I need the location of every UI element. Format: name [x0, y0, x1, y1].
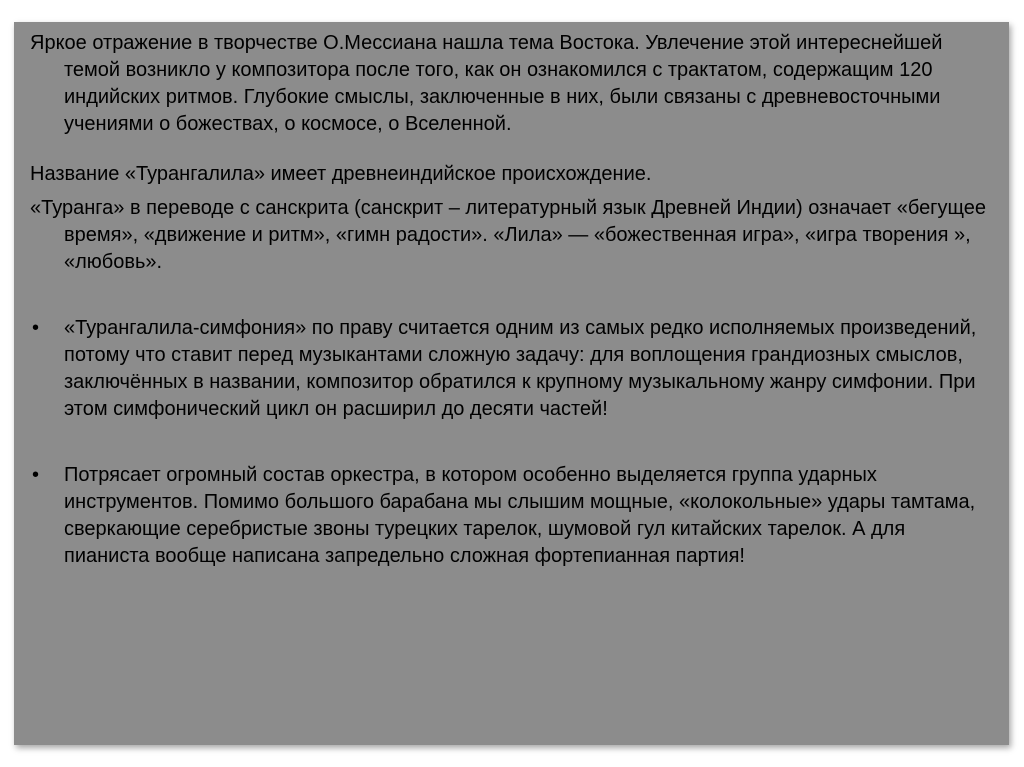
- bullet-text-symphony: «Турангалила-симфония» по праву считается одним из самых редко исполняемых произведений, потому что ставит перед музыкантами сложную задачу: для воплощения грандиозных смыслов, заключённых в названии, композитор обратился к крупному музыкальному жанру симфонии. При этом симфонический цикл он расширил до десяти частей!: [64, 317, 977, 420]
- bullet-icon: •: [32, 464, 40, 486]
- bullet-icon: •: [32, 317, 40, 339]
- bullet-text-orchestra: Потрясает огромный состав оркестра, в котором особенно выделяется группа ударных инструментов. Помимо большого барабана мы слышим мощные, «колокольные» удары тамтама, сверкающие серебристые звоны турецких тарелок, шумовой гул китайских тарелок. А для пианиста вообще написана запредельно сложная фортепианная партия!: [64, 464, 976, 567]
- list-item: [30, 462, 999, 570]
- list-item: [30, 315, 999, 423]
- intro-paragraph: Яркое отражение в творчестве О.Мессиана нашла тема Востока. Увлечение этой интереснейшей темой возникло у композитора после того, как он ознакомился с трактатом, содержащим 120 индийских ритмов. Глубокие смыслы, заключенные в них, были связаны с древневосточными учениями о божествах, о космосе, о Вселенной.: [30, 32, 943, 135]
- name-origin-paragraph: Название «Турангалила» имеет древнеиндийское происхождение.: [30, 163, 652, 185]
- turanga-meaning-paragraph: «Туранга» в переводе с санскрита (санскрит – литературный язык Древней Индии) означает «бегущее время», «движение и ритм», «гимн радости». «Лила» — «божественная игра», «игра творения », «любовь».: [30, 197, 986, 273]
- slide: [14, 22, 1009, 745]
